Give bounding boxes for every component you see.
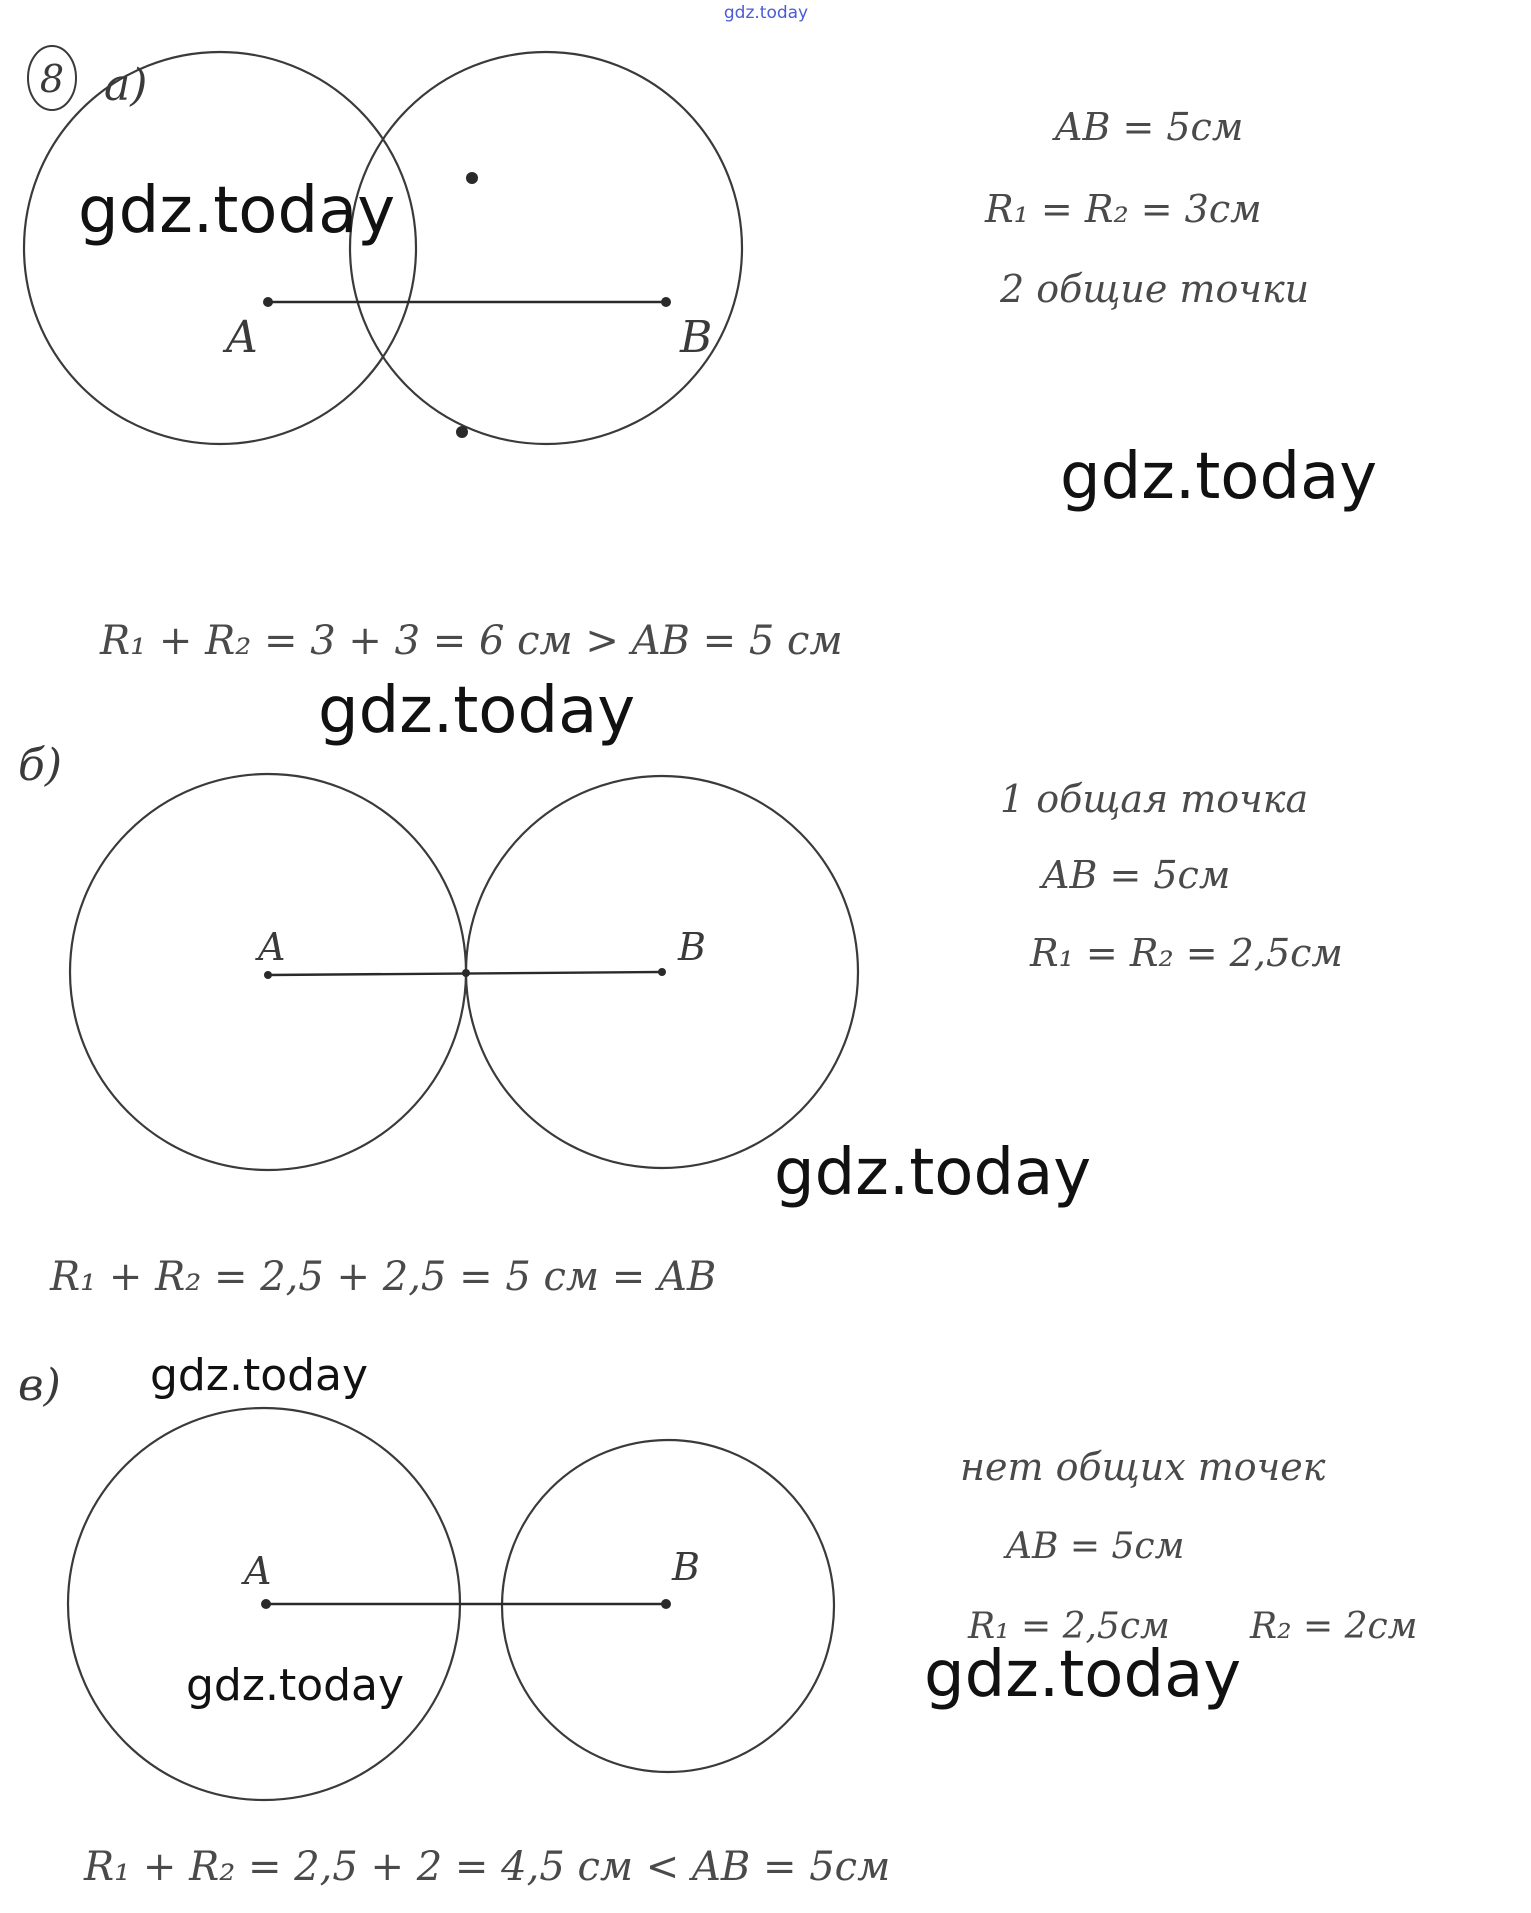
part-b-note-1: 1 общая точка (1000, 777, 1309, 821)
point-a-a (263, 297, 273, 307)
part-b-label: б) (18, 740, 63, 791)
label-b-c: B (672, 1545, 700, 1589)
circle-a-1 (24, 52, 416, 444)
part-a (24, 46, 1309, 664)
point-b-b (658, 968, 666, 976)
point-a-b (264, 971, 272, 979)
watermark-1: gdz.today (78, 174, 396, 248)
point-b-a (661, 297, 671, 307)
problem-number: 8 (39, 57, 65, 101)
part-a-note-2: R₁ = R₂ = 3см (985, 187, 1262, 231)
part-a-note-3: 2 общие точки (1000, 267, 1310, 311)
intersection-bottom-a (456, 426, 468, 438)
intersection-top-a (466, 172, 478, 184)
part-c-note-4: R₂ = 2см (1250, 1606, 1418, 1647)
watermark-3: gdz.today (318, 674, 636, 748)
label-b-b: B (678, 925, 706, 969)
watermark-2: gdz.today (1060, 440, 1378, 514)
part-a-label: а) (104, 60, 148, 111)
circle-a-2 (350, 52, 742, 444)
part-c-note-2: AB = 5см (1006, 1526, 1185, 1567)
part-c-label: в) (18, 1360, 61, 1411)
part-c-formula: R₁ + R₂ = 2,5 + 2 = 4,5 см < AB = 5см (84, 1844, 891, 1890)
top-watermark: gdz.today (723, 3, 809, 23)
watermark-4: gdz.today (774, 1136, 1092, 1210)
label-a-a: A (226, 312, 258, 363)
part-a-formula: R₁ + R₂ = 3 + 3 = 6 см > AB = 5 см (100, 618, 843, 664)
point-a-c (261, 1599, 271, 1609)
label-a-b: A (258, 925, 286, 969)
watermark-7: gdz.today (924, 1638, 1242, 1712)
watermark-6: gdz.today (186, 1660, 405, 1711)
part-c (18, 1360, 1418, 1890)
tangent-point-b (462, 969, 470, 977)
label-b-a: B (680, 312, 713, 363)
part-a-note-1: AB = 5см (1055, 105, 1244, 149)
part-c-note-3: R₁ = 2,5см (968, 1606, 1170, 1647)
part-b-formula: R₁ + R₂ = 2,5 + 2,5 = 5 см = AB (50, 1254, 717, 1300)
point-b-c (661, 1599, 671, 1609)
part-b-note-3: R₁ = R₂ = 2,5см (1030, 931, 1343, 975)
part-b (18, 740, 1343, 1300)
part-c-note-1: нет общих точек (960, 1445, 1326, 1489)
watermark-5: gdz.today (150, 1350, 369, 1401)
label-a-c: A (244, 1549, 272, 1593)
part-b-note-2: AB = 5см (1042, 853, 1231, 897)
